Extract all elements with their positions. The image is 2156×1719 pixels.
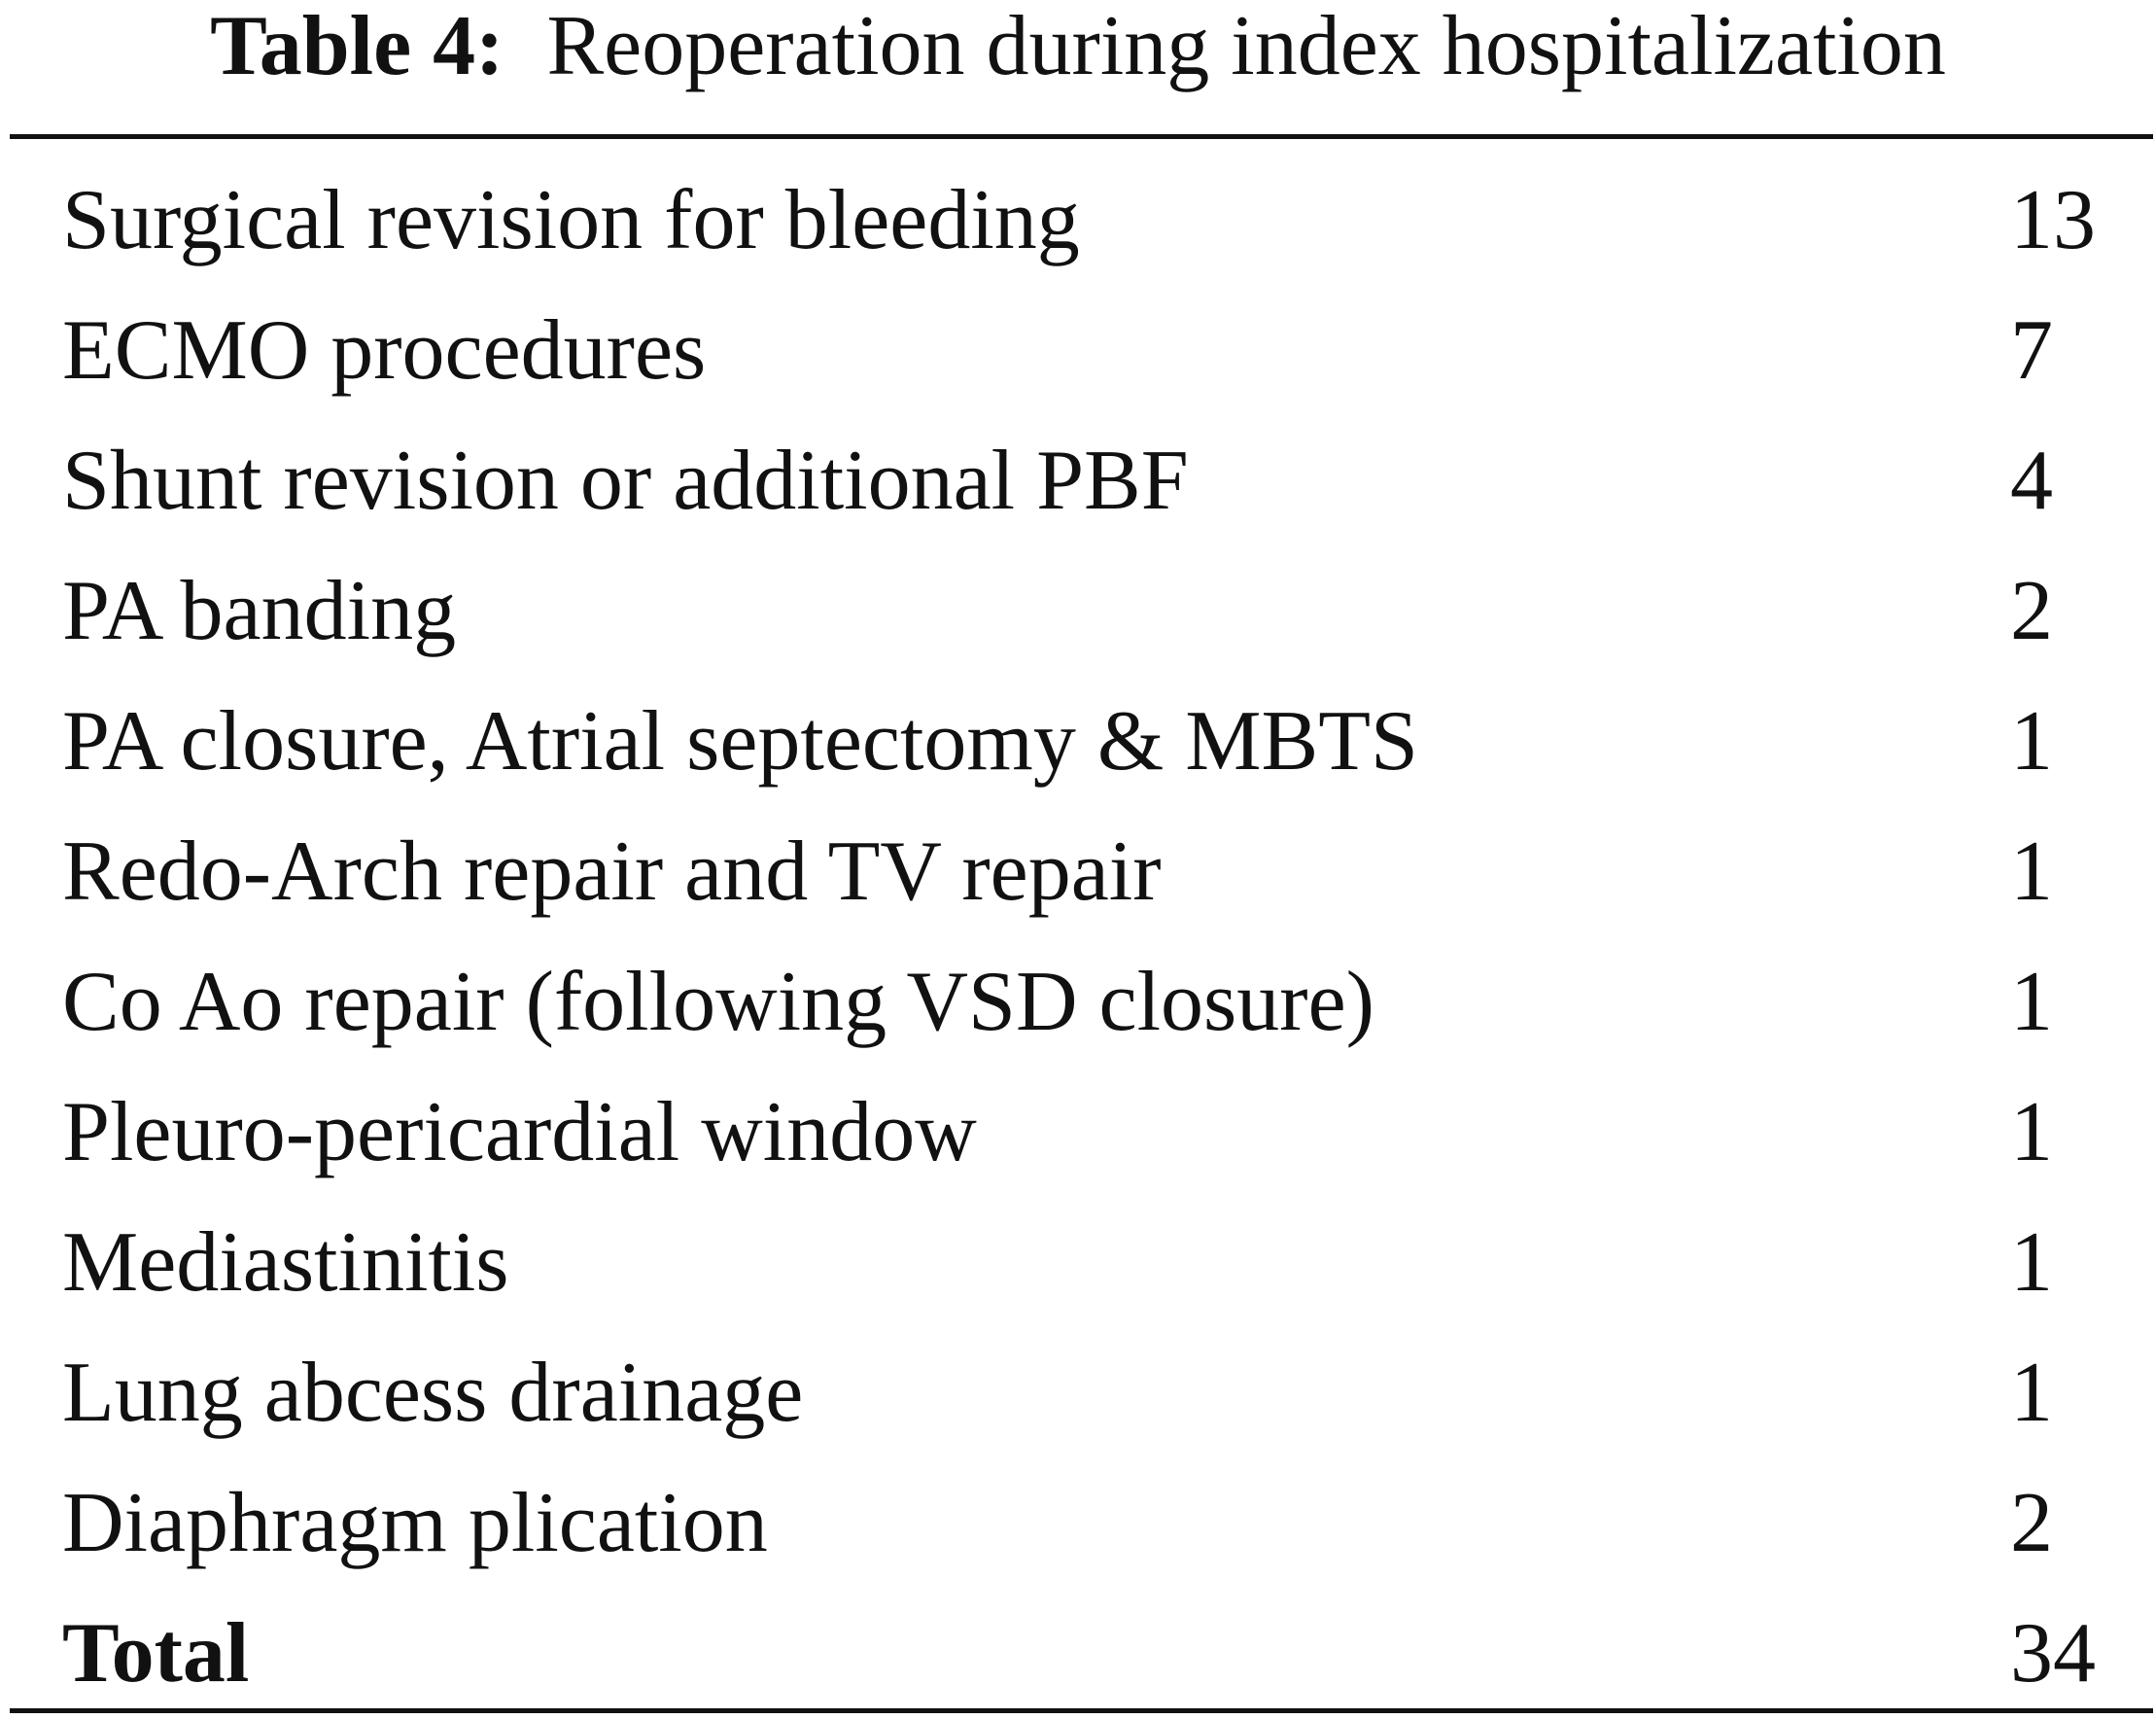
row-name: PA banding bbox=[62, 564, 457, 658]
row-value: 1 bbox=[2010, 1346, 2053, 1440]
table-bottom-rule bbox=[10, 1708, 2153, 1713]
table-row bbox=[0, 1458, 2156, 1589]
row-value: 1 bbox=[2010, 824, 2053, 919]
table-row bbox=[0, 156, 2156, 286]
row-name: Shunt revision or additional PBF bbox=[62, 434, 1189, 528]
reoperation-table bbox=[0, 156, 2156, 1719]
row-name: ECMO procedures bbox=[62, 303, 707, 398]
table-row bbox=[0, 677, 2156, 807]
table-row bbox=[0, 286, 2156, 416]
row-value: 1 bbox=[2010, 1215, 2053, 1310]
table-row bbox=[0, 546, 2156, 677]
row-value: 1 bbox=[2010, 955, 2053, 1049]
row-name: Redo-Arch repair and TV repair bbox=[62, 824, 1162, 919]
row-value: 4 bbox=[2010, 434, 2053, 528]
row-value: 2 bbox=[2010, 564, 2053, 658]
table-caption bbox=[0, 0, 2156, 107]
row-name: Lung abcess drainage bbox=[62, 1346, 804, 1440]
row-name: Pleuro-pericardial window bbox=[62, 1085, 977, 1179]
row-value: 7 bbox=[2010, 303, 2053, 398]
row-value: 1 bbox=[2010, 1085, 2053, 1179]
table-caption-text: Reoperation during index hospitalization bbox=[546, 0, 1946, 93]
table-row bbox=[0, 1068, 2156, 1198]
table-row bbox=[0, 416, 2156, 546]
table-row bbox=[0, 1328, 2156, 1458]
table-row bbox=[0, 937, 2156, 1068]
table-row bbox=[0, 1198, 2156, 1328]
row-name: Surgical revision for bleeding bbox=[62, 173, 1080, 267]
table-row bbox=[0, 807, 2156, 937]
table-top-rule bbox=[10, 134, 2153, 139]
total-value: 34 bbox=[2010, 1606, 2096, 1701]
row-value: 13 bbox=[2010, 173, 2096, 267]
row-value: 2 bbox=[2010, 1476, 2053, 1570]
table-caption-label: Table 4: bbox=[210, 0, 504, 93]
row-name: Co Ao repair (following VSD closure) bbox=[62, 955, 1374, 1049]
total-label: Total bbox=[62, 1606, 250, 1701]
row-name: Mediastinitis bbox=[62, 1215, 509, 1310]
table-total-row bbox=[0, 1589, 2156, 1719]
row-name: Diaphragm plication bbox=[62, 1476, 768, 1570]
row-name: PA closure, Atrial septectomy & MBTS bbox=[62, 694, 1418, 789]
row-value: 1 bbox=[2010, 694, 2053, 789]
